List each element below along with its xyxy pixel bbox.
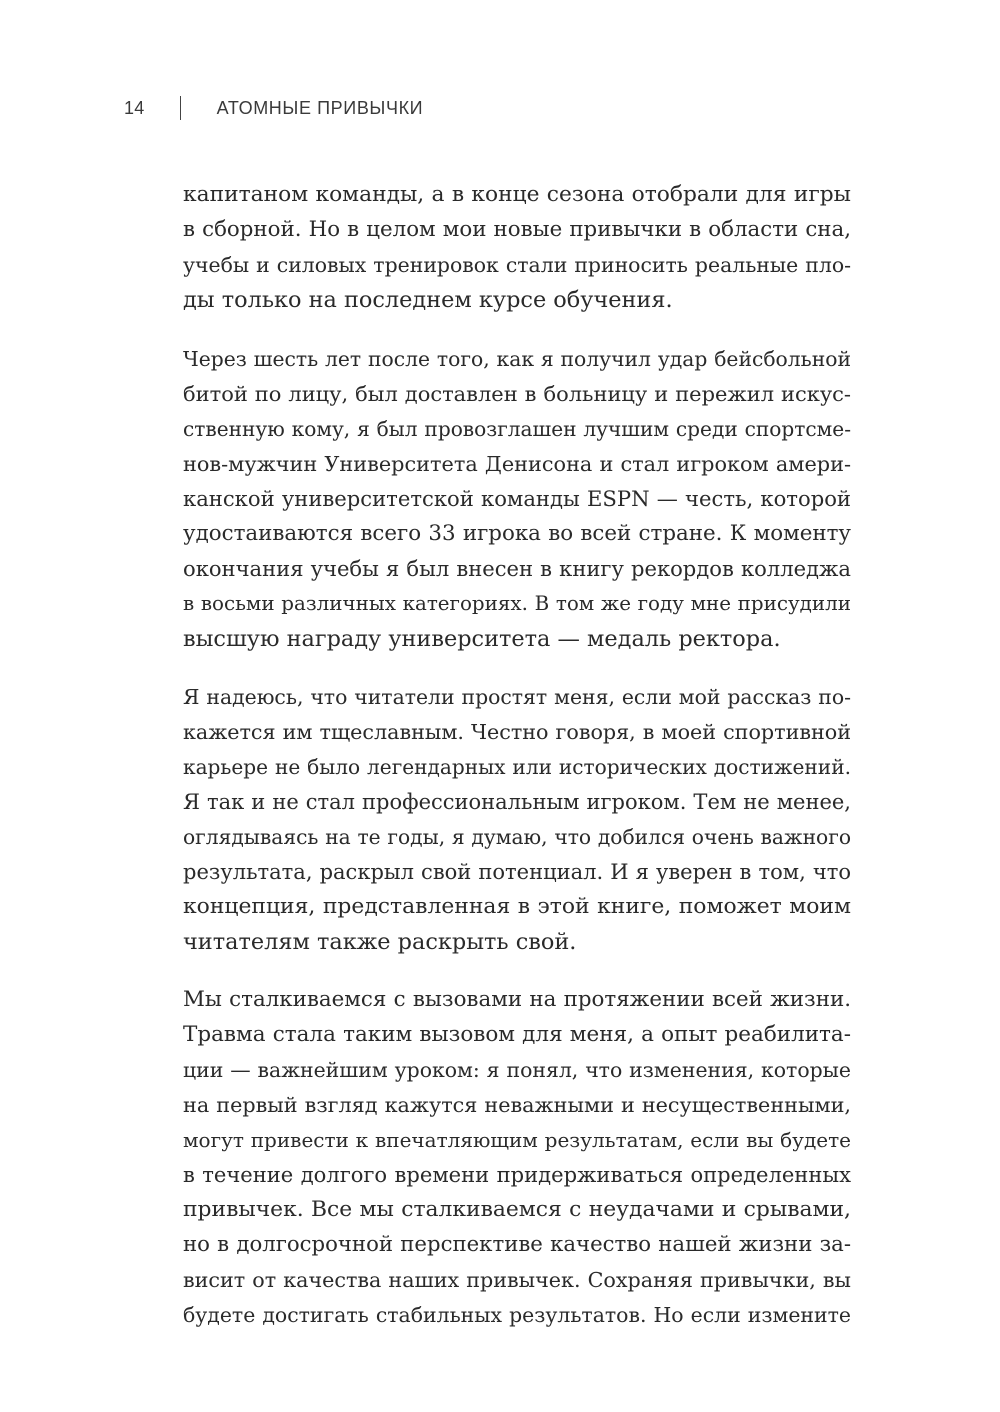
text-line: будете достигать стабильных результатов. Но если измените [183,1303,851,1327]
text-line: в сборной. Но в целом мои новые привычки в области сна, [183,217,851,242]
text-line: карьере не было легендарных или исторических достижений. [183,755,851,779]
text-line: могут привести к впечатляющим результатам, если вы будете [183,1128,851,1152]
body-text [183,0,851,1412]
text-line: результата, раскрыл свой потенциал. И я уверен в том, что [183,859,851,884]
text-line: кажется им тщеславным. Честно говоря, в моей спортивной [183,720,851,744]
text-line: ды только на последнем курсе обучения. [183,287,673,313]
text-line: Через шесть лет после того, как я получил удар бейсбольной [183,347,851,371]
text-line: привычек. Все мы сталкиваемся с неудачами и срывами, [183,1197,851,1222]
text-line: окончания учебы я был внесен в книгу рекордов колледжа [183,556,851,581]
text-line: Я так и не стал профессиональным игроком. Тем не менее, [183,790,851,814]
text-line: читателям также раскрыть свой. [183,929,577,955]
text-line: в восьми различных категориях. В том же году мне присудили [183,592,851,615]
text-line: учебы и силовых тренировок стали приносить реальные пло- [183,253,851,277]
page-number: 14 [124,97,145,118]
text-line: удостаиваются всего 33 игрока во всей стране. К моменту [183,521,851,546]
text-line: Травма стала таким вызовом для меня, а опыт реабилита- [183,1022,851,1047]
text-line: висит от качества наших привычек. Сохраняя привычки, вы [183,1268,851,1292]
text-line: высшую награду университета — медаль ректора. [183,626,781,652]
text-line: нов-мужчин Университета Денисона и стал игроком амери- [183,452,851,476]
text-line: капитаном команды, а в конце сезона отобрали для игры [183,182,851,207]
header-divider [180,96,181,120]
text-line: оглядываясь на те годы, я думаю, что добился очень важного [183,825,851,849]
text-line: ции — важнейшим уроком: я понял, что изменения, которые [183,1058,851,1082]
text-line: на первый взгляд кажутся неважными и несущественными, [183,1093,851,1117]
text-line: в течение долгого времени придерживаться определенных [183,1162,851,1187]
text-line: ственную кому, я был провозглашен лучшим среди спортсме- [183,417,851,441]
text-line: концепция, представленная в этой книге, поможет моим [183,894,851,919]
text-line: Я надеюсь, что читатели простят меня, если мой рассказ по- [183,685,851,709]
book-title: АТОМНЫЕ ПРИВЫЧКИ [216,97,424,118]
text-line: но в долгосрочной перспективе качество нашей жизни за- [183,1232,851,1257]
text-line: битой по лицу, был доставлен в больницу и пережил искус- [183,382,851,406]
text-line: канской университетской команды ESPN — честь, которой [183,486,851,511]
text-line: Мы сталкиваемся с вызовами на протяжении всей жизни. [183,987,851,1012]
